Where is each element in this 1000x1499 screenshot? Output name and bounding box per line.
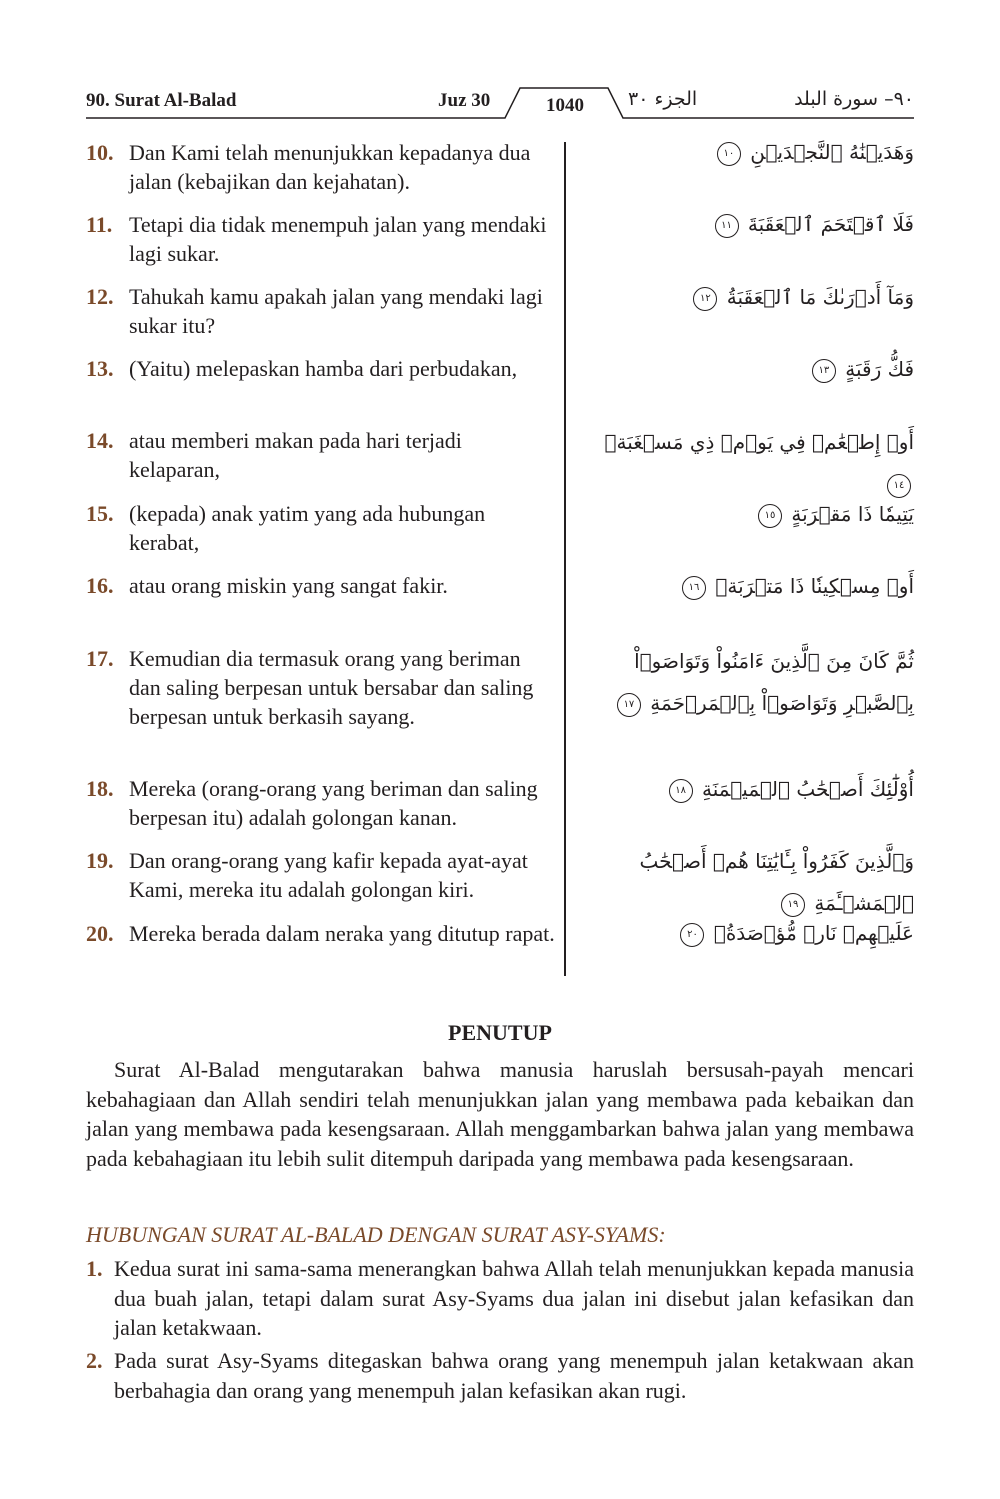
verse-number: 12. — [86, 284, 114, 309]
verse-translation — [86, 138, 556, 196]
relation-item — [86, 1346, 914, 1405]
surah-title-latin: 90. Surat Al-Balad — [86, 90, 237, 111]
verse-number: 19. — [86, 848, 114, 873]
verse-arabic — [584, 131, 914, 173]
verse-translation — [86, 571, 556, 600]
verse-arabic-text: عَلَيۡهِمۡ نَارٞ مُّؤۡصَدَةُۢ — [713, 921, 914, 945]
verse-arabic-text: وَهَدَيۡنَٰهُ ٱلنَّجۡدَيۡنِ — [750, 140, 914, 164]
verse-number: 18. — [86, 776, 114, 801]
relation-item-number: 1. — [86, 1256, 103, 1281]
page-header — [0, 0, 1000, 130]
verse-number: 20. — [86, 921, 114, 946]
verse-translation — [86, 354, 556, 383]
ayah-marker: ١٢ — [693, 287, 717, 311]
relation-item-text: Kedua surat ini sama-sama menerangkan bahwa Allah telah menunjukkan kepada manusia dua buah jalan, tetapi dalam surat Asy-Syams dua jalan ini disebut jalan kefasikan dan jalan ketakwaan. — [114, 1256, 914, 1340]
verse-arabic-text: وَمَآ أَدۡرَىٰكَ مَا ٱلۡعَقَبَةُ — [726, 285, 914, 309]
verse-arabic — [584, 768, 914, 810]
verse-number: 16. — [86, 573, 114, 598]
ayah-marker: ١٣ — [812, 359, 836, 383]
verse-arabic-text: فَكُّ رَقَبَةٍ — [845, 357, 914, 381]
closing-title: PENUTUP — [448, 1020, 552, 1045]
verse-arabic-text: فَلَا ٱقۡتَحَمَ ٱلۡعَقَبَةَ — [747, 212, 914, 236]
verse-text: atau orang miskin yang sangat fakir. — [129, 573, 448, 598]
juz-label-arabic: الجزء ٣٠ — [628, 88, 698, 110]
verse-arabic — [584, 276, 914, 318]
ayah-marker: ٢٠ — [680, 923, 704, 947]
verse-translation — [86, 499, 556, 557]
ayah-marker: ١٨ — [669, 779, 693, 803]
ayah-marker: ١٥ — [758, 504, 782, 528]
verse-number: 14. — [86, 428, 114, 453]
verse-translation — [86, 846, 556, 904]
surah-title-arabic: ٩٠– سورة البلد — [794, 88, 914, 110]
verse-arabic-text: يَتِيمٗا ذَا مَقۡرَبَةٍ — [791, 502, 914, 526]
verse-text: Tahukah kamu apakah jalan yang mendaki lagi sukar itu? — [129, 284, 543, 338]
verse-number: 15. — [86, 501, 114, 526]
verse-number: 13. — [86, 356, 114, 381]
verse-arabic-text: وَٱلَّذِينَ كَفَرُواْ بِـَٔايَٰتِنَا هُمۡ أَصۡحَٰبُ ٱلۡمَشۡـَٔمَةِ — [639, 849, 914, 915]
ayah-marker: ١٦ — [682, 576, 706, 600]
verse-arabic — [584, 493, 914, 535]
ayah-marker: ١٧ — [617, 693, 641, 717]
verse-arabic-text: أَوۡ مِسۡكِينٗا ذَا مَتۡرَبَةٖ — [715, 574, 914, 598]
closing-paragraph: Surat Al-Balad mengutarakan bahwa manusia haruslah bersusah-payah mencari kebahagiaan dan Allah sendiri telah menunjukkan jalan yang membawa pada kebaikan dan jalan yang membawa pada kesengsaraan. Allah menggambarkan bahwa jalan yang membawa pada kebahagiaan itu lebih sulit ditempuh daripada yang membawa pada kesengsaraan. — [86, 1057, 914, 1171]
column-divider — [564, 142, 566, 976]
verse-translation — [86, 426, 556, 484]
verse-number: 10. — [86, 140, 114, 165]
verse-text: Dan Kami telah menunjukkan kepadanya dua jalan (kebajikan dan kejahatan). — [129, 140, 531, 194]
ayah-marker: ١٩ — [781, 893, 805, 917]
verse-number: 11. — [86, 212, 113, 237]
verse-text: (kepada) anak yatim yang ada hubungan kerabat, — [129, 501, 486, 555]
verse-translation — [86, 919, 556, 948]
relation-item — [86, 1254, 914, 1343]
verse-arabic-text: أُوْلَٰٓئِكَ أَصۡحَٰبُ ٱلۡمَيۡمَنَةِ — [701, 777, 914, 801]
relation-item-text: Pada surat Asy-Syams ditegaskan bahwa orang yang menempuh jalan ketakwaan akan berbahagia dan orang yang menempuh jalan kefasikan akan rugi. — [114, 1348, 914, 1403]
verse-number: 17. — [86, 646, 114, 671]
verse-text: Kemudian dia termasuk orang yang beriman dan saling berpesan untuk bersabar dan saling berpesan untuk berkasih sayang. — [129, 646, 534, 729]
verse-text: Dan orang-orang yang kafir kepada ayat-ayat Kami, mereka itu adalah golongan kiri. — [129, 848, 528, 902]
verse-arabic — [584, 912, 914, 954]
verse-translation — [86, 282, 556, 340]
verse-arabic — [584, 348, 914, 390]
verse-arabic-text: أَوۡ إِطۡعَٰمٞ فِي يَوۡمٖ ذِي مَسۡغَبَةٖ — [604, 430, 914, 454]
verse-arabic-text: ثُمَّ كَانَ مِنَ ٱلَّذِينَ ءَامَنُواْ وَتَوَاصَوۡاْ بِٱلصَّبۡرِ وَتَوَاصَوۡاْ بِٱلۡمَرۡحَمَةِ — [634, 649, 914, 715]
verse-arabic — [584, 640, 914, 724]
verse-text: Tetapi dia tidak menempuh jalan yang mendaki lagi sukar. — [129, 212, 547, 266]
relation-heading: HUBUNGAN SURAT AL-BALAD DENGAN SURAT ASY-SYAMS: — [86, 1222, 666, 1247]
ayah-marker: ١٠ — [717, 142, 741, 166]
verse-translation — [86, 210, 556, 268]
ayah-marker: ١٤ — [887, 474, 911, 498]
verse-translation — [86, 644, 556, 731]
juz-label: Juz 30 — [438, 90, 491, 111]
verse-text: Mereka berada dalam neraka yang ditutup rapat. — [129, 921, 555, 946]
verse-arabic — [584, 203, 914, 245]
verse-text: (Yaitu) melepaskan hamba dari perbudakan, — [129, 356, 518, 381]
verse-text: Mereka (orang-orang yang beriman dan saling berpesan itu) adalah golongan kanan. — [129, 776, 538, 830]
verse-translation — [86, 774, 556, 832]
relation-item-number: 2. — [86, 1348, 103, 1373]
ayah-marker: ١١ — [715, 214, 739, 238]
verse-text: atau memberi makan pada hari terjadi kelaparan, — [129, 428, 462, 482]
verse-arabic — [584, 565, 914, 607]
page-number: 1040 — [546, 95, 584, 116]
